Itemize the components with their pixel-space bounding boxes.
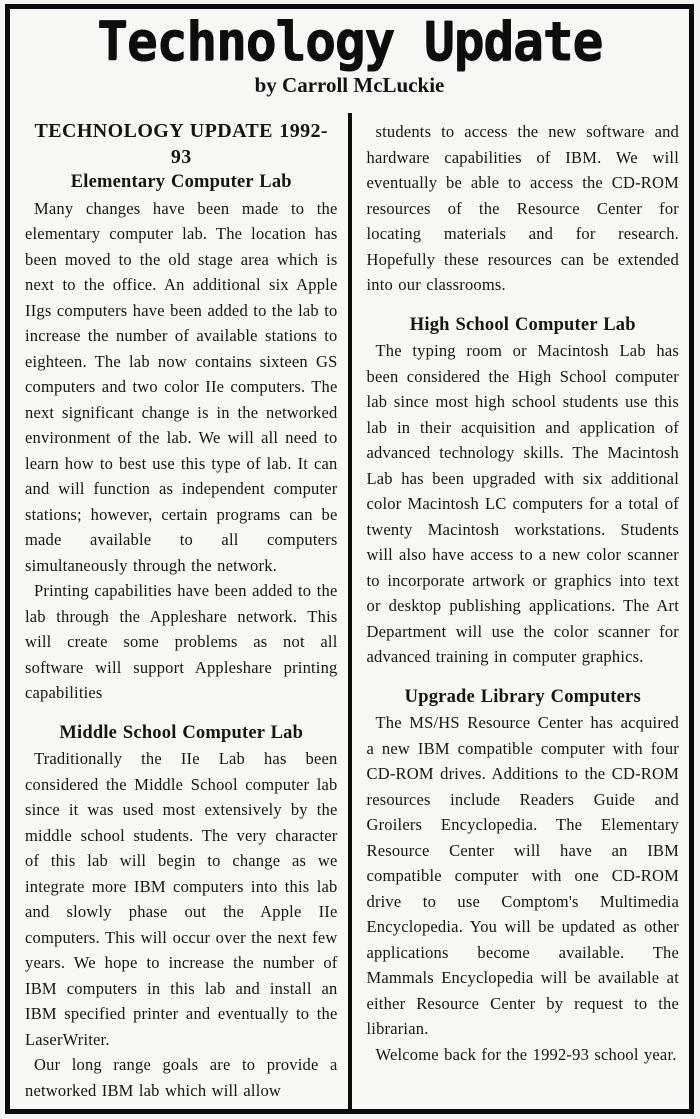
paragraph: Our long range goals are to provide a networked IBM lab which will allow: [25, 1055, 338, 1100]
section-heading: High School Computer Lab: [409, 314, 636, 335]
paragraph: The typing room or Macintosh Lab has been considered the High School computer lab since most high school students use this lab in their acquisition and application of advanced technology skills. The Macintosh Lab has been upgraded with six additional color Macintosh LC computers for a total of twenty Macintosh workstations. Students will also have access to a new color scanner to incorporate artwork or graphics into text or desktop publishing applications. The Art Department will use the color scanner for advanced training in computer graphics.: [366, 341, 679, 666]
right-column: [352, 113, 690, 1109]
section-heading: TECHNOLOGY UPDATE 1992-93: [34, 120, 328, 168]
paragraph: The MS/HS Resource Center has acquired a new IBM compatible computer with four CD-ROM drives. Additions to the CD-ROM resources include Readers Guide and Groilers Encyclopedia. The Elementary Resource Center will have an IBM compatible computer with one CD-ROM drive to use Comptom's Multimedia Encyclopedia. You will be updated as other applications become available. The Mammals Encyclopedia will be available at either Resource Center by request to the librarian.: [366, 713, 679, 1038]
newsletter-title: Technology Update: [97, 11, 602, 74]
article-columns: [10, 113, 689, 1109]
section-heading: Elementary Computer Lab: [70, 172, 292, 192]
paragraph: Traditionally the IIe Lab has been considered the Middle School computer lab since it was used most extensively by the middle school students. The very character of this lab will begin to change as we integrate more IBM computers into this lab and slowly phase out the Apple IIe computers. This will occur over the next few years. We hope to increase the number of IBM computers in this lab and install an IBM specified printer and eventually to the LaserWriter.: [25, 749, 338, 1049]
paragraph: students to access the new software and hardware capabilities of IBM. We will eventually be able to access the CD-ROM resources of the Resource Center for locating materials and for research. Hopefully these resources can be extended into our classrooms.: [366, 122, 679, 294]
paragraph: Many changes have been made to the elementary computer lab. The location has been moved to the old stage area which is next to the office. An additional six Apple IIgs computers have been added to the lab to increase the number of available stations to eighteen. The lab now contains sixteen GS computers and two color IIe computers. The next significant change is in the networked environment of the lab. We will all need to learn how to best use this type of lab. It can and will function as independent computer stations; however, certain programs can be made available to all computers simultaneously through the network.: [25, 198, 338, 575]
left-column: [10, 113, 348, 1109]
paragraph: Printing capabilities have been added to the lab through the Appleshare network. This will create some problems as not all software will support Appleshare printing capabilities: [25, 581, 338, 702]
section-heading: Middle School Computer Lab: [59, 722, 304, 743]
paragraph: Welcome back for the 1992-93 school year.: [375, 1044, 677, 1064]
page-border-frame: [5, 4, 694, 1114]
section-heading: Upgrade Library Computers: [404, 686, 641, 707]
newsletter-header: [10, 9, 689, 111]
byline: by Carroll McLuckie: [254, 73, 445, 97]
